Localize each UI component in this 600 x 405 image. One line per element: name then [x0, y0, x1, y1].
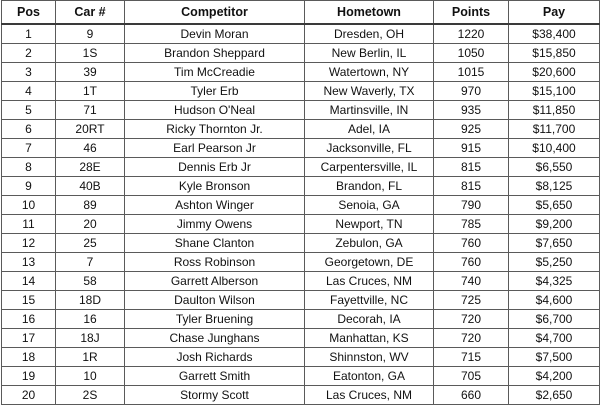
- cell-hometown: Carpentersville, IL: [305, 158, 434, 177]
- cell-car-number: 20RT: [56, 120, 125, 139]
- cell-points: 925: [434, 120, 509, 139]
- cell-pos: 17: [2, 329, 56, 348]
- cell-car-number: 1T: [56, 82, 125, 101]
- cell-pay: $6,700: [509, 310, 600, 329]
- cell-competitor: Tim McCreadie: [125, 63, 305, 82]
- cell-points: 705: [434, 367, 509, 386]
- cell-pay: $38,400: [509, 24, 600, 44]
- cell-competitor: Ross Robinson: [125, 253, 305, 272]
- cell-points: 720: [434, 310, 509, 329]
- cell-competitor: Hudson O'Neal: [125, 101, 305, 120]
- table-row: [2, 139, 600, 158]
- table-row: [2, 44, 600, 63]
- cell-pay: $15,850: [509, 44, 600, 63]
- header-hometown: Hometown: [305, 1, 434, 25]
- table-row: [2, 367, 600, 386]
- cell-car-number: 7: [56, 253, 125, 272]
- cell-competitor: Garrett Smith: [125, 367, 305, 386]
- table-row: [2, 310, 600, 329]
- cell-competitor: Brandon Sheppard: [125, 44, 305, 63]
- cell-pay: $10,400: [509, 139, 600, 158]
- table-row: [2, 196, 600, 215]
- cell-hometown: Las Cruces, NM: [305, 386, 434, 405]
- cell-car-number: 25: [56, 234, 125, 253]
- cell-car-number: 1S: [56, 44, 125, 63]
- cell-car-number: 89: [56, 196, 125, 215]
- cell-car-number: 46: [56, 139, 125, 158]
- cell-car-number: 9: [56, 24, 125, 44]
- cell-pay: $11,850: [509, 101, 600, 120]
- cell-competitor: Stormy Scott: [125, 386, 305, 405]
- table-row: [2, 215, 600, 234]
- cell-hometown: Fayettville, NC: [305, 291, 434, 310]
- cell-pos: 10: [2, 196, 56, 215]
- cell-points: 1220: [434, 24, 509, 44]
- header-row: [2, 1, 600, 25]
- cell-pay: $8,125: [509, 177, 600, 196]
- cell-pos: 11: [2, 215, 56, 234]
- cell-car-number: 16: [56, 310, 125, 329]
- table-row: [2, 329, 600, 348]
- cell-pos: 15: [2, 291, 56, 310]
- cell-pos: 7: [2, 139, 56, 158]
- cell-pos: 6: [2, 120, 56, 139]
- cell-points: 935: [434, 101, 509, 120]
- table-row: [2, 272, 600, 291]
- table-row: [2, 177, 600, 196]
- cell-pos: 4: [2, 82, 56, 101]
- cell-hometown: New Waverly, TX: [305, 82, 434, 101]
- cell-points: 790: [434, 196, 509, 215]
- cell-points: 785: [434, 215, 509, 234]
- header-competitor: Competitor: [125, 1, 305, 25]
- header-car-number: Car #: [56, 1, 125, 25]
- table-row: [2, 291, 600, 310]
- cell-pos: 19: [2, 367, 56, 386]
- cell-car-number: 58: [56, 272, 125, 291]
- cell-pay: $5,650: [509, 196, 600, 215]
- cell-points: 760: [434, 234, 509, 253]
- cell-pos: 16: [2, 310, 56, 329]
- cell-competitor: Daulton Wilson: [125, 291, 305, 310]
- table-row: [2, 234, 600, 253]
- cell-pos: 20: [2, 386, 56, 405]
- cell-competitor: Earl Pearson Jr: [125, 139, 305, 158]
- cell-points: 815: [434, 177, 509, 196]
- table-body: [2, 24, 600, 405]
- cell-points: 1015: [434, 63, 509, 82]
- cell-pay: $4,600: [509, 291, 600, 310]
- cell-hometown: Zebulon, GA: [305, 234, 434, 253]
- cell-hometown: Senoia, GA: [305, 196, 434, 215]
- table-row: [2, 120, 600, 139]
- table-row: [2, 158, 600, 177]
- cell-pay: $2,650: [509, 386, 600, 405]
- cell-points: 1050: [434, 44, 509, 63]
- cell-car-number: 28E: [56, 158, 125, 177]
- cell-pos: 3: [2, 63, 56, 82]
- cell-competitor: Kyle Bronson: [125, 177, 305, 196]
- standings-table: [1, 0, 600, 405]
- cell-competitor: Josh Richards: [125, 348, 305, 367]
- cell-competitor: Tyler Erb: [125, 82, 305, 101]
- header-points: Points: [434, 1, 509, 25]
- cell-car-number: 10: [56, 367, 125, 386]
- cell-car-number: 18D: [56, 291, 125, 310]
- cell-car-number: 2S: [56, 386, 125, 405]
- cell-hometown: Decorah, IA: [305, 310, 434, 329]
- cell-hometown: Jacksonville, FL: [305, 139, 434, 158]
- cell-hometown: Georgetown, DE: [305, 253, 434, 272]
- cell-car-number: 71: [56, 101, 125, 120]
- cell-competitor: Garrett Alberson: [125, 272, 305, 291]
- table-row: [2, 253, 600, 272]
- cell-hometown: Las Cruces, NM: [305, 272, 434, 291]
- cell-hometown: Shinnston, WV: [305, 348, 434, 367]
- cell-points: 760: [434, 253, 509, 272]
- cell-pay: $9,200: [509, 215, 600, 234]
- cell-car-number: 18J: [56, 329, 125, 348]
- cell-points: 970: [434, 82, 509, 101]
- cell-competitor: Jimmy Owens: [125, 215, 305, 234]
- cell-hometown: Manhattan, KS: [305, 329, 434, 348]
- cell-competitor: Ricky Thornton Jr.: [125, 120, 305, 139]
- cell-car-number: 20: [56, 215, 125, 234]
- cell-pos: 13: [2, 253, 56, 272]
- cell-pay: $4,200: [509, 367, 600, 386]
- cell-points: 915: [434, 139, 509, 158]
- cell-car-number: 40B: [56, 177, 125, 196]
- cell-hometown: Newport, TN: [305, 215, 434, 234]
- cell-pos: 18: [2, 348, 56, 367]
- table-row: [2, 101, 600, 120]
- cell-pos: 12: [2, 234, 56, 253]
- cell-pay: $5,250: [509, 253, 600, 272]
- cell-points: 720: [434, 329, 509, 348]
- cell-competitor: Chase Junghans: [125, 329, 305, 348]
- table-row: [2, 348, 600, 367]
- cell-pay: $11,700: [509, 120, 600, 139]
- cell-pay: $7,500: [509, 348, 600, 367]
- cell-competitor: Tyler Bruening: [125, 310, 305, 329]
- cell-car-number: 39: [56, 63, 125, 82]
- cell-pos: 8: [2, 158, 56, 177]
- cell-points: 715: [434, 348, 509, 367]
- cell-hometown: Dresden, OH: [305, 24, 434, 44]
- cell-points: 740: [434, 272, 509, 291]
- cell-hometown: Eatonton, GA: [305, 367, 434, 386]
- cell-pos: 5: [2, 101, 56, 120]
- cell-pay: $7,650: [509, 234, 600, 253]
- header-pos: Pos: [2, 1, 56, 25]
- cell-competitor: Devin Moran: [125, 24, 305, 44]
- table-row: [2, 63, 600, 82]
- cell-competitor: Shane Clanton: [125, 234, 305, 253]
- cell-hometown: Adel, IA: [305, 120, 434, 139]
- cell-competitor: Dennis Erb Jr: [125, 158, 305, 177]
- cell-car-number: 1R: [56, 348, 125, 367]
- cell-points: 660: [434, 386, 509, 405]
- table-row: [2, 82, 600, 101]
- cell-points: 725: [434, 291, 509, 310]
- cell-hometown: Brandon, FL: [305, 177, 434, 196]
- cell-pay: $20,600: [509, 63, 600, 82]
- cell-pos: 2: [2, 44, 56, 63]
- cell-points: 815: [434, 158, 509, 177]
- cell-pos: 9: [2, 177, 56, 196]
- table-row: [2, 24, 600, 44]
- cell-pay: $4,700: [509, 329, 600, 348]
- header-pay: Pay: [509, 1, 600, 25]
- cell-pay: $4,325: [509, 272, 600, 291]
- cell-pay: $6,550: [509, 158, 600, 177]
- cell-hometown: Martinsville, IN: [305, 101, 434, 120]
- cell-hometown: New Berlin, IL: [305, 44, 434, 63]
- cell-competitor: Ashton Winger: [125, 196, 305, 215]
- cell-pay: $15,100: [509, 82, 600, 101]
- cell-hometown: Watertown, NY: [305, 63, 434, 82]
- cell-pos: 1: [2, 24, 56, 44]
- cell-pos: 14: [2, 272, 56, 291]
